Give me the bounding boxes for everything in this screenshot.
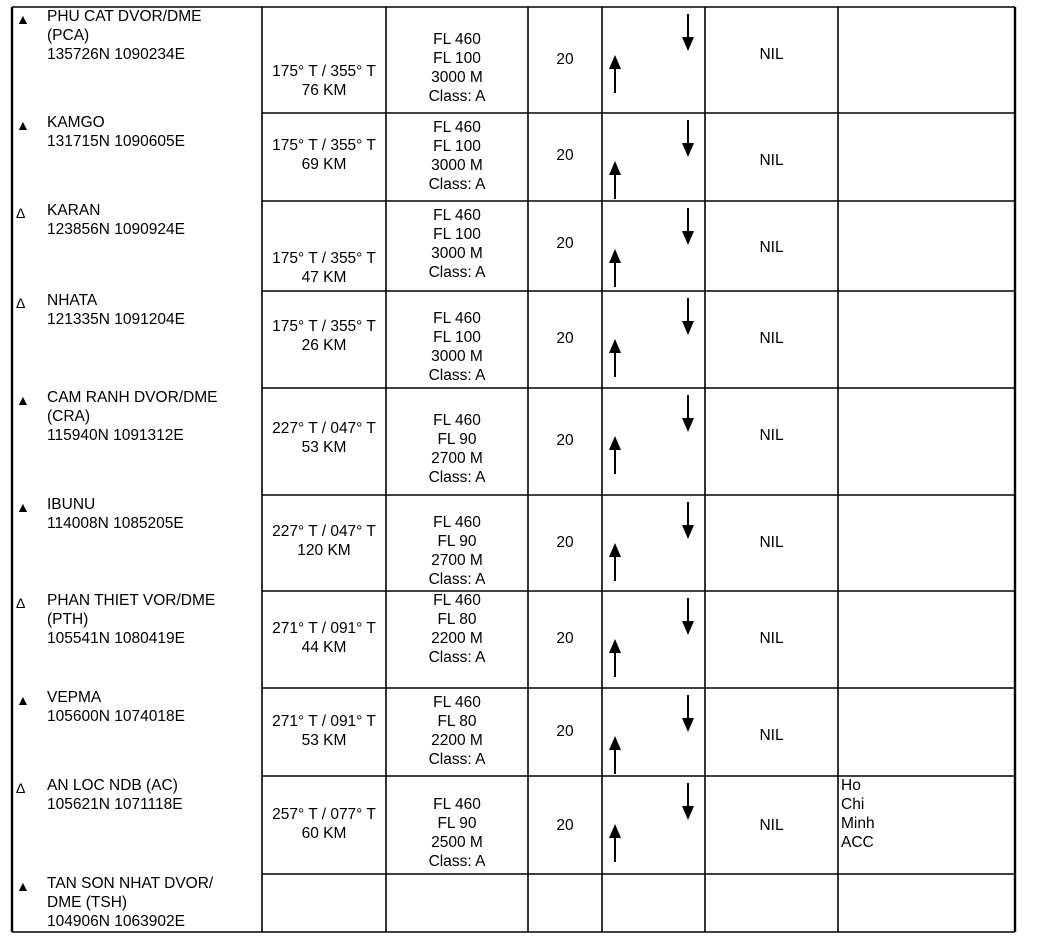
direction-arrows [609,14,694,93]
down-arrow-head [682,418,694,432]
level-lower: FL 90 [437,815,477,832]
level-airspace-class: Class: A [428,176,486,193]
up-arrow-head [609,436,621,450]
waypoint-name: NHATA [47,292,98,309]
level-mea: 3000 M [431,157,483,174]
track-bearing: 175° T / 355° T [272,250,376,267]
width-cell: 20 [556,817,574,834]
direction-arrows [609,298,694,377]
level-upper: FL 460 [433,796,481,813]
down-arrow-head [682,231,694,245]
track-distance: 120 KM [297,542,351,559]
direction-arrows [609,502,694,581]
limits-cell: NIL [759,46,784,63]
track-bearing: 175° T / 355° T [272,137,376,154]
down-arrow-head [682,143,694,157]
up-arrow-head [609,736,621,750]
limits-cell: NIL [759,152,784,169]
track-cell [262,317,386,355]
track-cell [262,712,386,750]
limits-cell: NIL [759,239,784,256]
level-lower: FL 90 [437,431,477,448]
level-mea: 3000 M [431,348,483,365]
track-distance: 26 KM [301,337,347,354]
level-upper: FL 460 [433,592,481,609]
level-mea: 3000 M [431,245,483,262]
level-upper: FL 460 [433,694,481,711]
width-cell: 20 [556,723,574,740]
track-cell [262,419,386,457]
width-cell: 20 [556,235,574,252]
waypoint-coordinates: 114008N 1085205E [47,515,184,532]
direction-arrows [609,208,694,287]
track-distance: 60 KM [301,825,347,842]
waypoint-coordinates: 115940N 1091312E [47,427,184,444]
levels-cell [386,206,528,282]
level-airspace-class: Class: A [428,751,486,768]
levels-cell [386,118,528,194]
waypoint-symbol-icon: Δ [16,780,26,796]
level-mea: 2500 M [431,834,483,851]
up-arrow-head [609,824,621,838]
level-airspace-class: Class: A [428,649,486,666]
down-arrow-head [682,37,694,51]
level-lower: FL 100 [433,226,481,243]
waypoint-symbol-icon: ▲ [16,117,30,133]
up-arrow-head [609,249,621,263]
waypoint-symbol-icon: Δ [16,595,26,611]
waypoint-coordinates: 105621N 1071118E [47,796,183,813]
level-upper: FL 460 [433,514,481,531]
limits-cell: NIL [759,534,784,551]
waypoint-symbol-icon: ▲ [16,878,30,894]
waypoint-name: VEPMA [47,689,102,706]
level-airspace-class: Class: A [428,367,486,384]
levels-cell [386,795,528,871]
up-arrow-head [609,339,621,353]
down-arrow-head [682,525,694,539]
track-distance: 76 KM [301,82,347,99]
waypoint-coordinates: 135726N 1090234E [47,46,185,63]
track-distance: 53 KM [301,732,347,749]
width-cell: 20 [556,630,574,647]
up-arrow-head [609,161,621,175]
track-distance: 44 KM [301,639,347,656]
level-airspace-class: Class: A [428,469,486,486]
level-mea: 3000 M [431,69,483,86]
up-arrow-head [609,639,621,653]
width-cell: 20 [556,147,574,164]
level-lower: FL 90 [437,533,477,550]
width-cell: 20 [556,51,574,68]
direction-arrows [609,783,694,862]
waypoint-coordinates: 121335N 1091204E [47,311,185,328]
waypoint-name: AN LOC NDB (AC) [47,777,178,794]
waypoint-symbol-icon: ▲ [16,11,30,27]
level-airspace-class: Class: A [428,264,486,281]
level-mea: 2700 M [431,552,483,569]
level-airspace-class: Class: A [428,88,486,105]
levels-cell [386,591,528,667]
levels-cell [386,30,528,106]
waypoint-coordinates: 131715N 1090605E [47,133,185,150]
track-cell [262,522,386,560]
track-cell [262,805,386,843]
track-cell [262,249,386,287]
waypoint-name: PHU CAT DVOR/DME (PCA) [47,8,202,44]
waypoint-name: KAMGO [47,114,105,131]
down-arrow-head [682,621,694,635]
waypoint-coordinates: 105541N 1080419E [47,630,185,647]
limits-cell: NIL [759,817,784,834]
track-bearing: 227° T / 047° T [272,523,376,540]
waypoint-coordinates: 104906N 1063902E [47,913,185,930]
width-cell: 20 [556,330,574,347]
level-lower: FL 80 [437,611,477,628]
direction-arrows [609,120,694,199]
track-bearing: 175° T / 355° T [272,318,376,335]
waypoint-name: TAN SON NHAT DVOR/ DME (TSH) [47,875,214,911]
level-upper: FL 460 [433,412,481,429]
up-arrow-head [609,55,621,69]
level-mea: 2700 M [431,450,483,467]
direction-arrows [609,598,694,677]
level-airspace-class: Class: A [428,571,486,588]
direction-arrows [609,695,694,774]
limits-cell: NIL [759,727,784,744]
waypoint-name: KARAN [47,202,101,219]
waypoint-symbol-icon: Δ [16,295,26,311]
level-upper: FL 460 [433,31,481,48]
level-upper: FL 460 [433,207,481,224]
waypoint-symbol-icon: ▲ [16,692,30,708]
down-arrow-head [682,321,694,335]
levels-cell [386,513,528,589]
waypoint-name: PHAN THIET VOR/DME (PTH) [47,592,216,628]
level-lower: FL 100 [433,138,481,155]
levels-cell [386,693,528,769]
direction-arrows [609,395,694,474]
track-bearing: 271° T / 091° T [272,713,376,730]
waypoint-symbol-icon: ▲ [16,392,30,408]
track-bearing: 175° T / 355° T [272,63,376,80]
down-arrow-head [682,806,694,820]
track-distance: 69 KM [301,156,347,173]
waypoint-coordinates: 123856N 1090924E [47,221,185,238]
width-cell: 20 [556,534,574,551]
level-mea: 2200 M [431,630,483,647]
down-arrow-head [682,718,694,732]
limits-cell: NIL [759,330,784,347]
levels-cell [386,309,528,385]
level-lower: FL 100 [433,50,481,67]
track-bearing: 271° T / 091° T [272,620,376,637]
level-lower: FL 100 [433,329,481,346]
limits-cell: NIL [759,427,784,444]
track-bearing: 227° T / 047° T [272,420,376,437]
waypoint-name: CAM RANH DVOR/DME (CRA) [47,389,218,425]
level-lower: FL 80 [437,713,477,730]
track-cell [262,619,386,657]
waypoint-coordinates: 105600N 1074018E [47,708,185,725]
waypoint-symbol-icon: Δ [16,205,26,221]
limits-cell: NIL [759,630,784,647]
up-arrow-head [609,543,621,557]
track-cell [262,62,386,100]
level-upper: FL 460 [433,119,481,136]
width-cell: 20 [556,432,574,449]
track-distance: 53 KM [301,439,347,456]
level-mea: 2200 M [431,732,483,749]
waypoint-symbol-icon: ▲ [16,499,30,515]
level-airspace-class: Class: A [428,853,486,870]
remarks-cell: Ho Chi Minh ACC [841,777,875,851]
waypoint-name: IBUNU [47,496,96,513]
track-bearing: 257° T / 077° T [272,806,376,823]
level-upper: FL 460 [433,310,481,327]
levels-cell [386,411,528,487]
track-cell [262,136,386,174]
track-distance: 47 KM [301,269,347,286]
